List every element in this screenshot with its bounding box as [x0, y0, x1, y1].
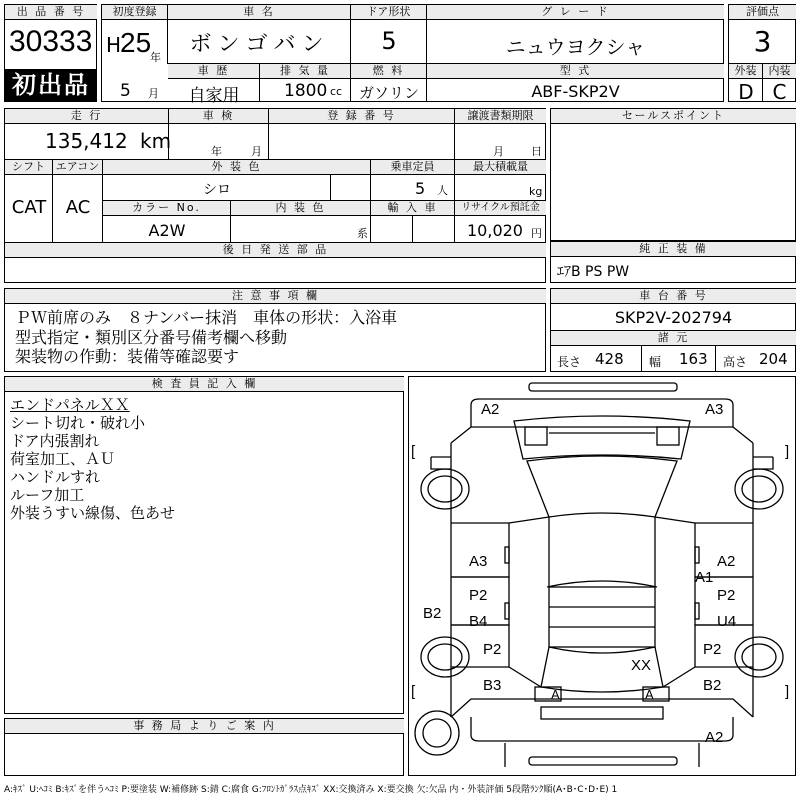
int-color-unit: 系 — [357, 227, 368, 240]
sales-points-label: セールスポイント — [551, 109, 796, 124]
damage-front-right: A3 — [705, 401, 724, 418]
damage-right-mid: P2 — [717, 587, 736, 604]
recycle-unit: 円 — [531, 227, 542, 240]
door-count: 5 — [381, 27, 397, 55]
bracket-left-rear: [ — [411, 683, 416, 700]
grade: ニュウヨクシャ — [505, 35, 646, 59]
damage-right-rear-low: B2 — [703, 677, 722, 694]
damage-left-rear: P2 — [483, 641, 502, 658]
reg-no-label: 登 録 番 号 — [269, 109, 455, 124]
genuine-equip-label: 純 正 装 備 — [551, 242, 796, 257]
load-label: 最大積載量 — [455, 160, 546, 175]
lot-number-label: 出 品 番 号 — [5, 5, 97, 20]
score-box — [728, 4, 796, 102]
header-main — [101, 4, 724, 106]
history-label: 車 歴 — [168, 64, 260, 79]
first-listing-badge: 初出品 — [5, 69, 97, 102]
history: 自家用 — [188, 86, 240, 106]
dims-label: 諸 元 — [551, 331, 796, 346]
lot-number: 30333 — [9, 25, 93, 58]
ac: AC — [65, 197, 91, 218]
first-reg-label: 初度登録 — [102, 5, 168, 20]
load-unit: kg — [529, 185, 543, 198]
shift: CAT — [11, 197, 47, 218]
genuine-equip: ｴｱB PS PW — [557, 264, 630, 280]
height-label: 高さ — [723, 355, 748, 369]
displacement-unit: cc — [330, 85, 343, 98]
displacement-label: 排 気 量 — [260, 64, 351, 79]
spec-table — [4, 108, 546, 283]
transfer-day: 日 — [531, 145, 542, 158]
insp-month-unit: 月 — [251, 145, 262, 158]
transfer-label: 譲渡書類期限 — [455, 109, 546, 124]
office-notes-box — [4, 718, 404, 776]
chassis-number: SKP2V-202794 — [614, 308, 733, 327]
first-reg-year: 25 — [120, 27, 152, 58]
bracket-left: [ — [411, 443, 416, 460]
bracket-right: ] — [785, 443, 790, 460]
inspector-notes-label: 検 査 員 記 入 欄 — [5, 377, 404, 392]
genuine-equip-box — [550, 241, 796, 283]
damage-left-side: B2 — [423, 605, 442, 622]
seats-unit: 人 — [437, 184, 448, 197]
first-reg-month: 5 — [120, 81, 131, 101]
caution-note-3: 架装物の作動：装備等確認要す — [15, 347, 240, 366]
score-label: 評価点 — [729, 5, 796, 20]
import-label: 輸 入 車 — [371, 201, 455, 216]
damage-left-rear-low: B3 — [483, 677, 502, 694]
ac-label: エアコン — [53, 160, 103, 175]
damage-left-front-door: A3 — [469, 553, 488, 570]
damage-rear-center: XX — [631, 657, 652, 674]
caution-notes-label: 注 意 事 項 欄 — [5, 289, 546, 304]
lot-number-box — [4, 4, 97, 102]
caution-note-1: ＰＷ前席のみ ８ナンバー抹消 車体の形状：入浴車 — [15, 308, 398, 327]
mileage-unit: km — [140, 129, 172, 153]
ext-color-label: 外 装 色 — [103, 160, 371, 175]
mileage-label: 走 行 — [5, 109, 169, 124]
mileage: 135,412 — [45, 129, 128, 153]
inspector-note-4: 荷室加工、ＡＵ — [10, 450, 116, 468]
inspector-note-1: エンドパネルＸＸ — [10, 396, 130, 414]
ext-score-label: 外装 — [729, 64, 763, 79]
ext-score: D — [738, 80, 754, 104]
damage-front-left: A2 — [481, 401, 500, 418]
office-notes-label: 事 務 局 よ り ご 案 内 — [5, 719, 404, 734]
length: 428 — [595, 350, 624, 368]
damage-rear-bumper: A2 — [705, 729, 724, 746]
damage-bumper-left: A — [551, 687, 560, 702]
width: 163 — [679, 350, 708, 368]
shift-label: シフト — [5, 160, 53, 175]
damage-right-front-door: A2 — [717, 553, 736, 570]
recycle: 10,020 — [467, 221, 523, 240]
int-score-label: 内装 — [763, 64, 796, 79]
damage-right-rear-door: U4 — [717, 613, 737, 630]
door-label: ドア形状 — [351, 5, 427, 20]
damage-right-pillar: A1 — [695, 569, 714, 586]
damage-left-mid: P2 — [469, 587, 488, 604]
damage-bumper-right: A — [645, 687, 654, 702]
car-diagram-outline — [409, 377, 795, 775]
recycle-label: リサイクル預託金 — [455, 201, 546, 216]
model-label: 型 式 — [427, 64, 724, 79]
int-color-label: 内 装 色 — [231, 201, 371, 216]
insp-year-unit: 年 — [211, 145, 222, 158]
color-no-label: カラー No. — [103, 201, 231, 216]
score: 3 — [753, 25, 772, 58]
inspector-note-3: ドア内張割れ — [10, 432, 100, 450]
int-score: C — [772, 80, 787, 104]
color-no: A2W — [148, 221, 186, 240]
caution-note-2: 型式指定・類別区分番号備考欄へ移動 — [15, 328, 288, 347]
legend-text: A:ｷｽﾞ U:ﾍｺﾐ B:ｷｽﾞを伴うﾍｺﾐ P:要塗装 W:補修跡 S:錆 C:腐食 G:ﾌﾛﾝﾄｶﾞﾗｽ点ｷｽﾞ XX:交換済み X:要交換 欠:欠品 内・外装評価 5段階ﾗﾝｸ順(A･B･C･D･E) 1 — [4, 785, 618, 795]
year-unit: 年 — [150, 51, 161, 64]
model-code: ABF-SKP2V — [531, 82, 620, 101]
seats-label: 乗車定員 — [371, 160, 455, 175]
month-unit: 月 — [148, 87, 159, 100]
height: 204 — [759, 350, 788, 368]
inspector-notes-box — [4, 376, 404, 714]
grade-label: グ レ ー ド — [427, 5, 724, 20]
damage-left-rear-door: B4 — [469, 613, 488, 630]
inspection-label: 車 検 — [169, 109, 269, 124]
inspector-note-7: 外装うすい線傷、色あせ — [10, 504, 176, 522]
fuel-label: 燃 料 — [351, 64, 427, 79]
displacement: 1800 — [284, 81, 328, 101]
inspector-note-5: ハンドルすれ — [10, 468, 101, 486]
length-label: 長さ — [557, 355, 582, 369]
width-label: 幅 — [649, 355, 662, 369]
car-name-label: 車 名 — [168, 5, 351, 20]
damage-right-rear: P2 — [703, 641, 722, 658]
era: H — [106, 33, 122, 57]
chassis-box — [550, 288, 796, 372]
caution-notes-box — [4, 288, 546, 372]
car-diagram-box — [408, 376, 796, 776]
seats: 5 — [415, 179, 426, 198]
inspector-note-6: ルーフ加工 — [10, 486, 85, 504]
later-parts-label: 後 日 発 送 部 品 — [5, 243, 546, 258]
sales-points-box — [550, 108, 796, 241]
bracket-right-rear: ] — [785, 683, 790, 700]
fuel: ガソリン — [358, 84, 419, 102]
inspector-note-2: シート切れ・破れ小 — [10, 414, 146, 432]
transfer-month: 月 — [493, 145, 504, 158]
car-name: ボンゴバン — [189, 32, 330, 57]
chassis-label: 車 台 番 号 — [551, 289, 796, 304]
ext-color: シロ — [203, 182, 231, 198]
